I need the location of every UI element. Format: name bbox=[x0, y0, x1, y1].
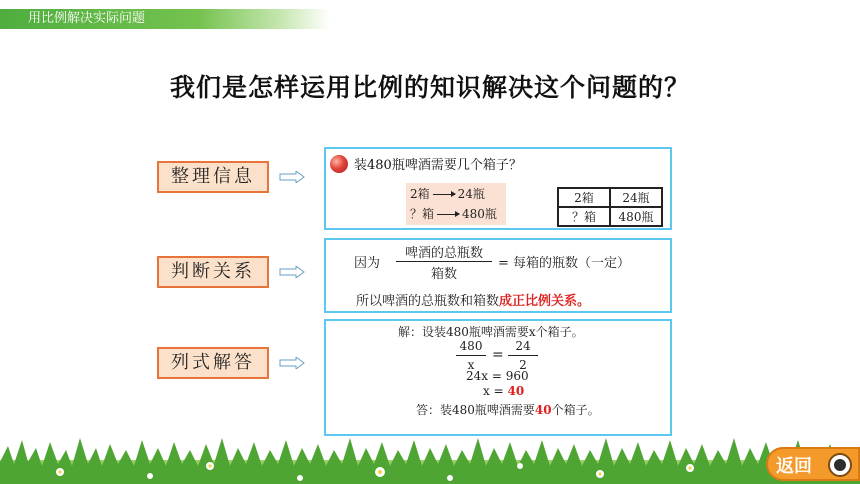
fraction-denominator: x bbox=[467, 358, 475, 372]
answer-statement bbox=[416, 401, 600, 418]
table-cell: 24瓶 bbox=[610, 188, 662, 207]
fraction-denominator: 箱数 bbox=[430, 267, 457, 282]
arrow-icon bbox=[437, 214, 459, 215]
header-bar bbox=[0, 0, 860, 40]
fraction-left bbox=[456, 339, 486, 372]
fraction-bar bbox=[396, 261, 492, 262]
mapping-row bbox=[410, 206, 497, 222]
question-text: 装480瓶啤酒需要几个箱子？ bbox=[354, 158, 522, 173]
back-circle-icon bbox=[828, 453, 852, 477]
fraction-numerator: 480 bbox=[459, 339, 483, 353]
solution-panel bbox=[324, 319, 672, 436]
mapping-right: 24瓶 bbox=[457, 187, 485, 201]
step-formula-answer: 列式解答 bbox=[157, 347, 269, 379]
because-text: 因为 bbox=[354, 256, 381, 271]
grass-decoration bbox=[0, 436, 860, 484]
ratio-fraction bbox=[396, 242, 492, 281]
fraction-numerator: 24 bbox=[515, 339, 531, 353]
fraction-right bbox=[508, 339, 538, 372]
relation-panel bbox=[324, 238, 672, 313]
answer-prefix: 答：装480瓶啤酒需要 bbox=[416, 403, 535, 417]
info-panel bbox=[324, 147, 672, 230]
mapping-right: 480瓶 bbox=[462, 207, 497, 221]
answer-value: 40 bbox=[534, 403, 552, 417]
conclusion-prefix: 所以啤酒的总瓶数和箱数 bbox=[356, 294, 500, 309]
let-statement: 解：设装480瓶啤酒需要x个箱子。 bbox=[398, 325, 584, 339]
table-row bbox=[558, 207, 662, 226]
conclusion-text bbox=[356, 290, 590, 309]
equation-result bbox=[483, 384, 524, 398]
result-value: 40 bbox=[507, 384, 525, 398]
mapping-left: 2箱 bbox=[410, 187, 430, 201]
fraction-numerator: 啤酒的总瓶数 bbox=[404, 246, 483, 261]
result-prefix: x = bbox=[483, 384, 504, 398]
answer-suffix: 个箱子。 bbox=[551, 403, 600, 417]
equals-sign: = bbox=[492, 347, 504, 363]
table-cell: 480瓶 bbox=[610, 207, 662, 226]
fraction-denominator: 2 bbox=[519, 358, 527, 372]
page-title: 我们是怎样运用比例的知识解决这个问题的？ bbox=[169, 73, 690, 102]
arrow-right-icon bbox=[279, 266, 305, 278]
step-judge-relation: 判断关系 bbox=[157, 256, 269, 288]
table-cell: ？箱 bbox=[558, 207, 610, 226]
mapping-left: ？箱 bbox=[410, 207, 435, 221]
constant-text: = 每箱的瓶数（一定） bbox=[498, 256, 631, 271]
arrow-icon bbox=[433, 194, 455, 195]
mapping-row bbox=[410, 186, 485, 202]
table-cell: 2箱 bbox=[558, 188, 610, 207]
step-organize-info: 整理信息 bbox=[157, 161, 269, 193]
table-row bbox=[558, 188, 662, 207]
fraction-bar bbox=[456, 355, 486, 356]
back-button[interactable] bbox=[766, 447, 860, 481]
equation-step: 24x = 960 bbox=[466, 369, 529, 383]
lesson-title-tab: 用比例解决实际问题 bbox=[0, 9, 330, 29]
arrow-right-icon bbox=[279, 171, 305, 183]
info-table bbox=[557, 187, 663, 227]
red-ball-icon bbox=[330, 155, 348, 173]
back-label: 返回 bbox=[776, 456, 812, 477]
conclusion-highlight: 成正比例关系。 bbox=[499, 294, 591, 309]
arrow-right-icon bbox=[279, 357, 305, 369]
fraction-bar bbox=[508, 355, 538, 356]
mapping-box bbox=[406, 183, 506, 225]
